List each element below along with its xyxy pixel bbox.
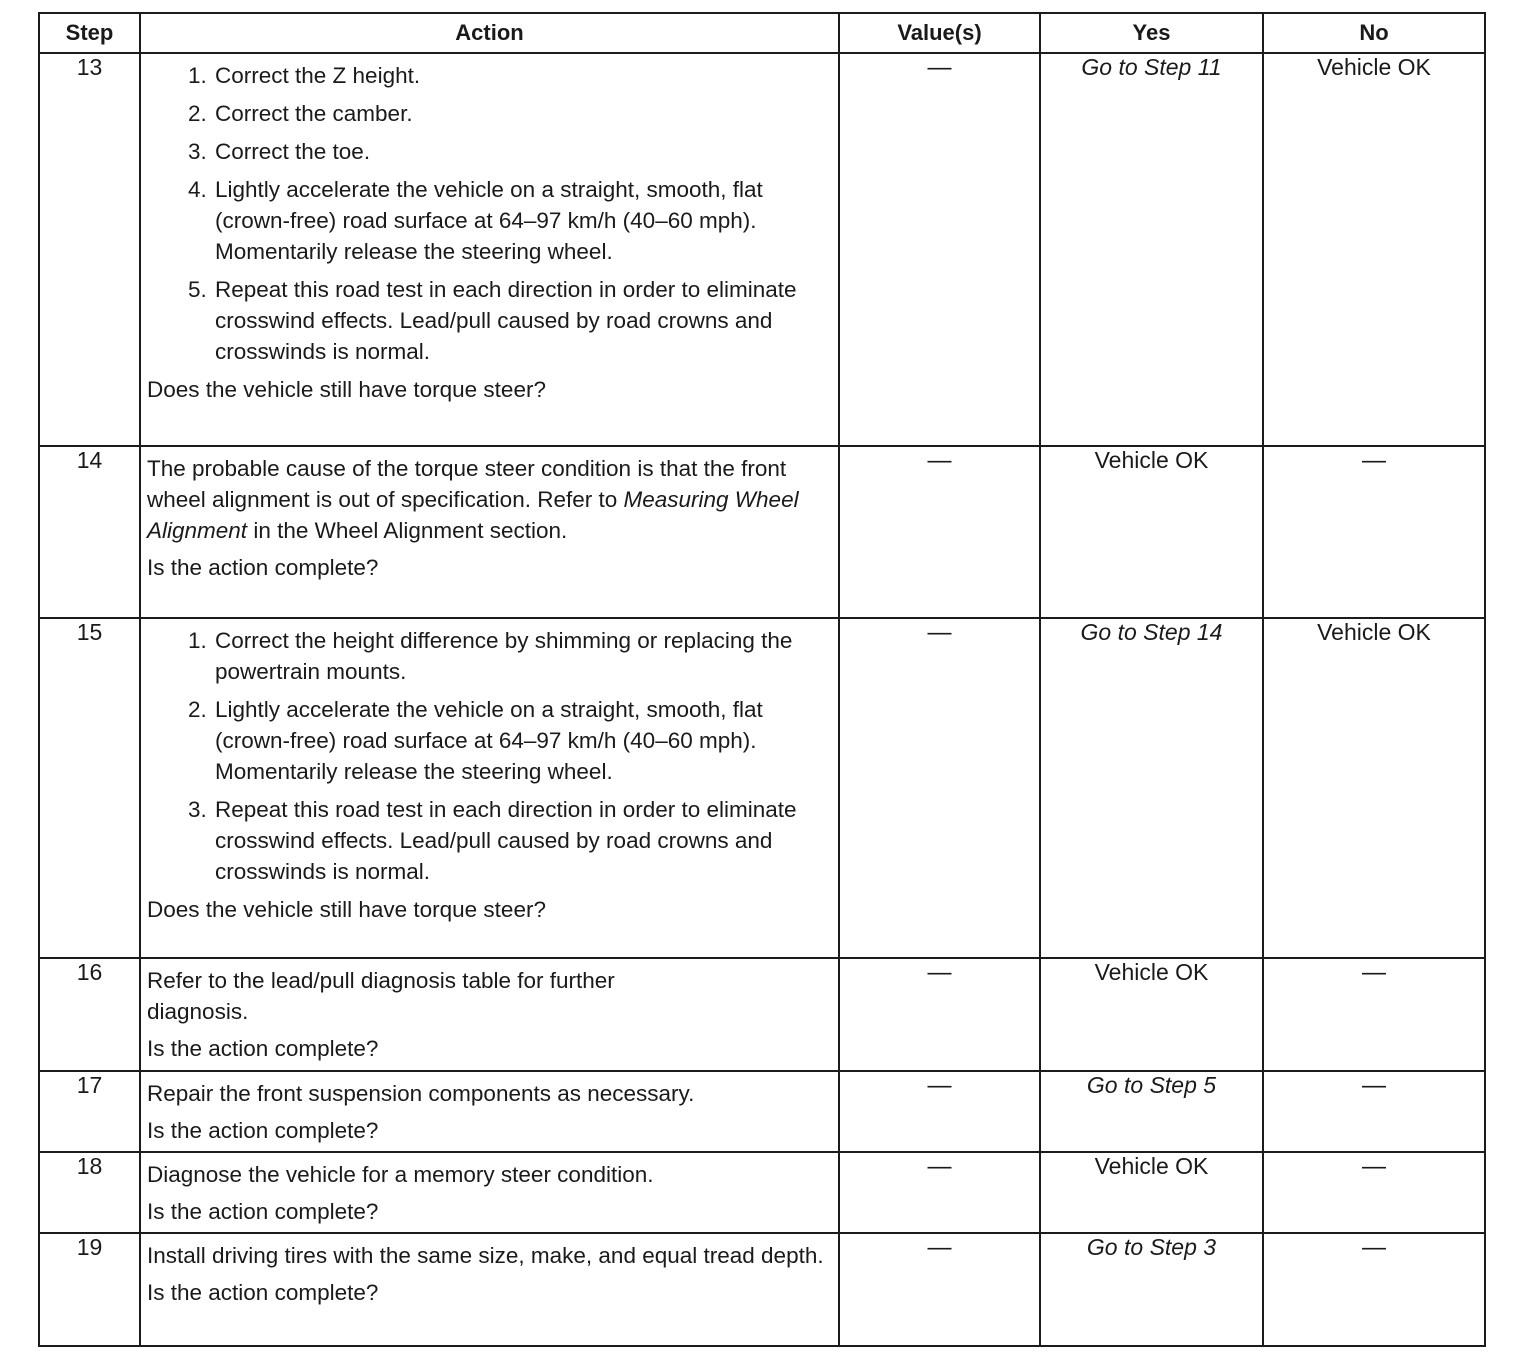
table-row-step-15 [39, 618, 1485, 958]
action-list [147, 60, 834, 367]
header-action: Action [140, 13, 839, 53]
no-result: Vehicle OK [1317, 54, 1431, 80]
yes-result: Go to Step 14 [1080, 619, 1223, 645]
no-cell [1263, 53, 1485, 446]
action-question: Does the vehicle still have torque steer? [147, 377, 546, 402]
yes-result: Go to Step 3 [1086, 1234, 1217, 1260]
action-question: Does the vehicle still have torque steer? [147, 897, 546, 922]
action-cell [140, 1071, 839, 1152]
step-number: 19 [39, 1233, 140, 1346]
no-cell: — [1263, 1071, 1485, 1152]
no-cell: — [1263, 1152, 1485, 1233]
action-question: Is the action complete? [147, 555, 379, 580]
value-cell: — [839, 958, 1040, 1071]
yes-result: Go to Step 11 [1081, 54, 1222, 80]
action-question: Is the action complete? [147, 1118, 379, 1143]
action-cell [140, 446, 839, 618]
yes-result: Vehicle OK [1094, 447, 1209, 473]
action-text: Install driving tires with the same size, make, and equal tread depth. [147, 1243, 824, 1268]
step-number: 16 [39, 958, 140, 1071]
no-result: Vehicle OK [1317, 619, 1431, 645]
value-cell: — [839, 1233, 1040, 1346]
value-cell: — [839, 53, 1040, 446]
value-cell: — [839, 618, 1040, 958]
table-row-step-14 [39, 446, 1485, 618]
table-row-step-16 [39, 958, 1485, 1071]
list-item: 4. Lightly accelerate the vehicle on a straight, smooth, flat (crown-free) road surface at 64–97 km/h (40–60 mph). Momentarily release the steering wheel. [213, 174, 834, 267]
no-cell: — [1263, 958, 1485, 1071]
header-yes: Yes [1040, 13, 1263, 53]
yes-result: Vehicle OK [1094, 959, 1209, 985]
table-row-step-19 [39, 1233, 1485, 1346]
action-question: Is the action complete? [147, 1036, 379, 1061]
yes-cell [1040, 53, 1263, 446]
value-cell: — [839, 446, 1040, 618]
action-text [147, 453, 834, 546]
action-cell [140, 618, 839, 958]
step-number: 17 [39, 1071, 140, 1152]
list-item: 2. Correct the camber. [213, 98, 834, 129]
list-item: 3. Repeat this road test in each direction in order to eliminate crosswind effects. Lead/pull caused by road crowns and crosswinds is normal. [213, 794, 834, 887]
action-text: Diagnose the vehicle for a memory steer condition. [147, 1162, 654, 1187]
yes-cell [1040, 618, 1263, 958]
table-row-step-18 [39, 1152, 1485, 1233]
action-cell [140, 1233, 839, 1346]
list-item: 2. Lightly accelerate the vehicle on a straight, smooth, flat (crown-free) road surface at 64–97 km/h (40–60 mph). Momentarily release the steering wheel. [213, 694, 834, 787]
table-row-step-13 [39, 53, 1485, 446]
yes-cell [1040, 446, 1263, 618]
value-cell: — [839, 1152, 1040, 1233]
action-text-post: in the Wheel Alignment section. [247, 518, 568, 543]
step-number: 13 [39, 53, 140, 446]
yes-cell [1040, 1152, 1263, 1233]
list-item: 1. Correct the height difference by shimming or replacing the powertrain mounts. [213, 625, 834, 687]
step-number: 18 [39, 1152, 140, 1233]
action-text: Refer to the lead/pull diagnosis table for further diagnosis. [147, 968, 615, 1024]
list-item: 3. Correct the toe. [213, 136, 834, 167]
diagnostic-table [38, 12, 1486, 1347]
action-text: Repair the front suspension components as necessary. [147, 1081, 695, 1106]
yes-cell [1040, 958, 1263, 1071]
yes-cell [1040, 1233, 1263, 1346]
no-cell: — [1263, 1233, 1485, 1346]
list-item: 5. Repeat this road test in each direction in order to eliminate crosswind effects. Lead/pull caused by road crowns and crosswinds is normal. [213, 274, 834, 367]
yes-result: Vehicle OK [1094, 1153, 1209, 1179]
step-number: 15 [39, 618, 140, 958]
no-cell: — [1263, 446, 1485, 618]
action-list [147, 625, 834, 887]
value-cell: — [839, 1071, 1040, 1152]
procedure-reference: Measuring Wheel Alignment [147, 487, 799, 543]
header-row [39, 13, 1485, 53]
header-values: Value(s) [839, 13, 1040, 53]
yes-result: Go to Step 5 [1086, 1072, 1217, 1098]
action-question: Is the action complete? [147, 1199, 379, 1224]
no-cell [1263, 618, 1485, 958]
action-cell [140, 958, 839, 1071]
yes-cell [1040, 1071, 1263, 1152]
list-item: 1. Correct the Z height. [213, 60, 834, 91]
step-number: 14 [39, 446, 140, 618]
action-question: Is the action complete? [147, 1280, 379, 1305]
table-row-step-17 [39, 1071, 1485, 1152]
action-cell [140, 53, 839, 446]
header-no: No [1263, 13, 1485, 53]
action-text-pre: The probable cause of the torque steer condition is that the front wheel alignment is out of specification. Refer to [147, 456, 787, 512]
header-step: Step [39, 13, 140, 53]
action-cell [140, 1152, 839, 1233]
